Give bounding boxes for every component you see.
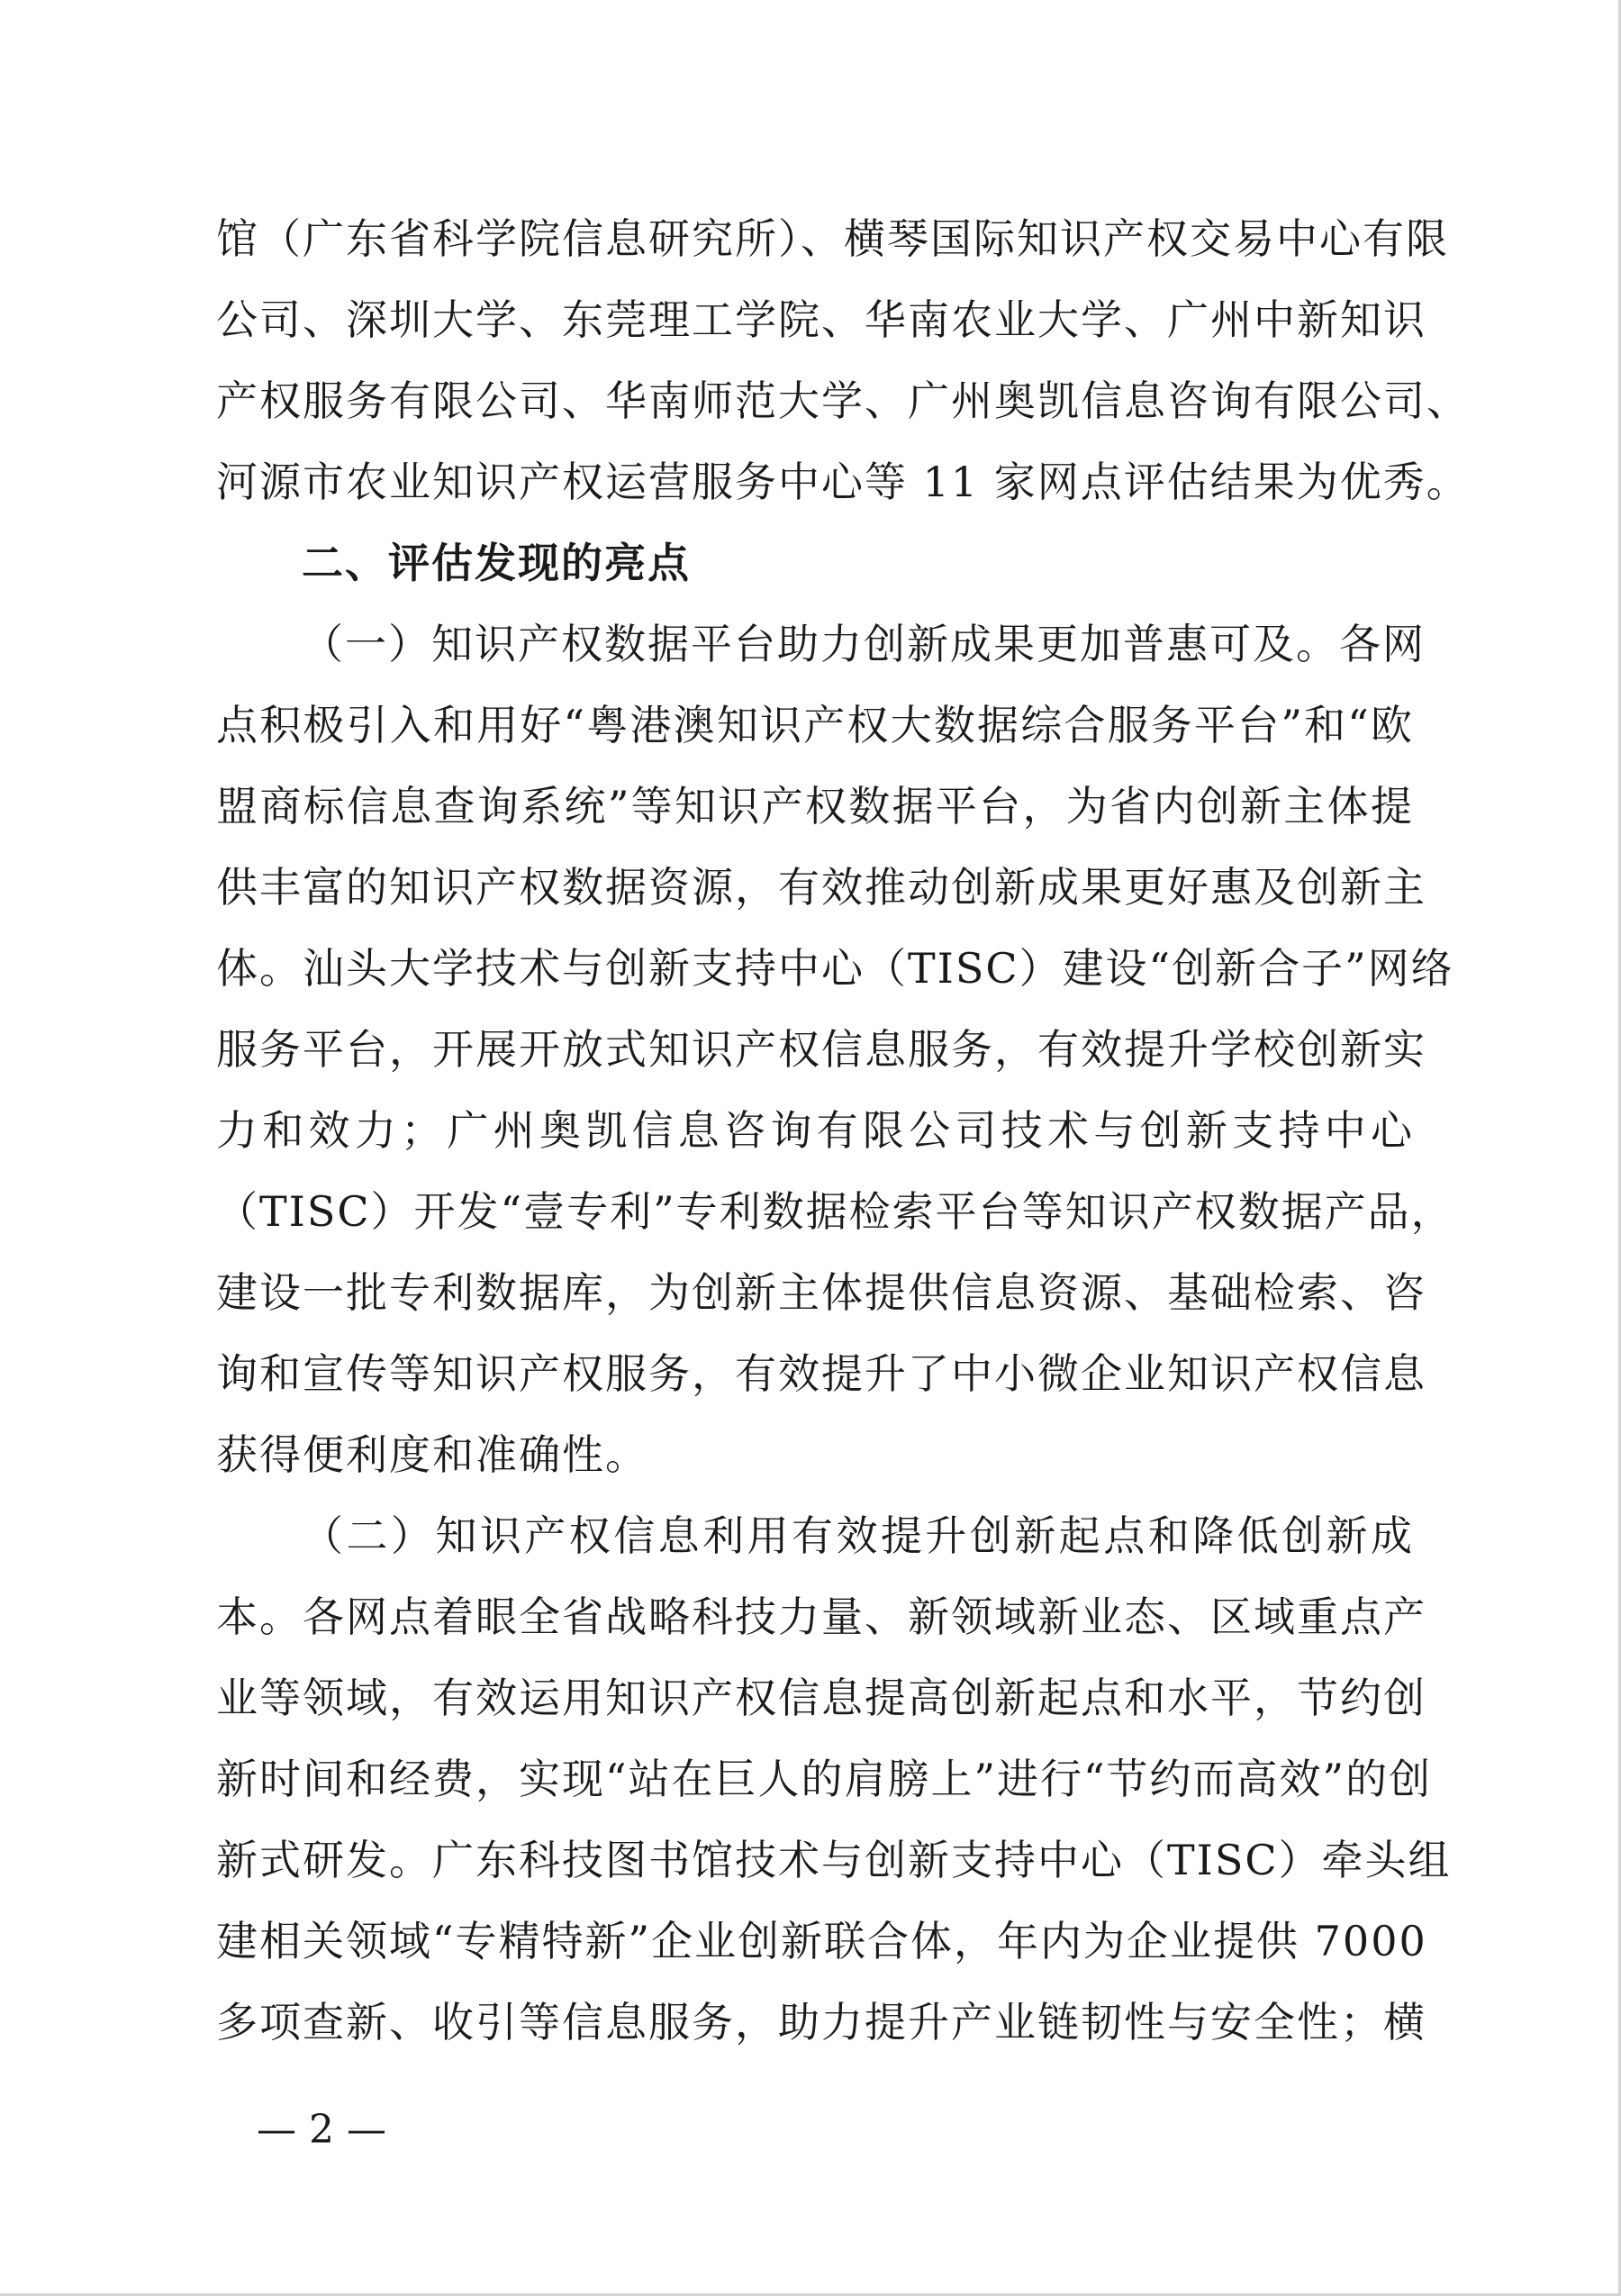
paragraph-line: 询和宣传等知识产权服务，有效提升了中小微企业知识产权信息 — [216, 1349, 1426, 1398]
page-number: — 2 — — [257, 2107, 386, 2153]
paragraph-line: 新式研发。广东科技图书馆技术与创新支持中心（TISC）牵头组 — [216, 1836, 1452, 1884]
paragraph-line: （二）知识产权信息利用有效提升创新起点和降低创新成 — [302, 1511, 1414, 1560]
section-heading: 二、评估发现的亮点 — [302, 539, 691, 587]
paragraph-line: 本。各网点着眼全省战略科技力量、新领域新业态、区域重点产 — [216, 1593, 1426, 1641]
paragraph-line: 供丰富的知识产权数据资源，有效推动创新成果更好惠及创新主 — [216, 863, 1426, 912]
paragraph-line: 建相关领域“专精特新”企业创新联合体，年内为企业提供 7000 — [216, 1917, 1427, 1965]
paragraph-line: 体。汕头大学技术与创新支持中心（TISC）建设“创新合子”网络 — [216, 944, 1454, 993]
text-line: 河源市农业知识产权运营服务中心等 11 家网点评估结果为优秀。 — [216, 458, 1470, 506]
paragraph-line: 力和效力；广州奥凯信息咨询有限公司技术与创新支持中心 — [216, 1106, 1414, 1155]
paragraph-line: 建设一批专利数据库，为创新主体提供信息资源、基础检索、咨 — [216, 1268, 1426, 1317]
paragraph-line: 服务平台，开展开放式知识产权信息服务，有效提升学校创新实 — [216, 1025, 1426, 1074]
paragraph-line: 获得便利度和准确性。 — [216, 1430, 648, 1479]
paragraph-line: 盟商标信息查询系统”等知识产权数据平台，为省内创新主体提 — [216, 782, 1414, 830]
paragraph-line: （TISC）开发“壹专利”专利数据检索平台等知识产权数据产品， — [216, 1187, 1454, 1236]
paragraph-line: 多项查新、收引等信息服务，助力提升产业链韧性与安全性；横 — [216, 1998, 1426, 2046]
paragraph-line: （一）知识产权数据平台助力创新成果更加普惠可及。各网 — [302, 620, 1426, 668]
text-line: 产权服务有限公司、华南师范大学、广州奥凯信息咨询有限公司、 — [216, 377, 1470, 425]
text-line: 馆（广东省科学院信息研究所）、横琴国际知识产权交易中心有限 — [216, 214, 1449, 263]
text-line: 公司、深圳大学、东莞理工学院、华南农业大学、广州中新知识 — [216, 295, 1426, 344]
paragraph-line: 业等领域，有效运用知识产权信息提高创新起点和水平，节约创 — [216, 1674, 1426, 1722]
paragraph-line: 点积极引入和用好“粤港澳知识产权大数据综合服务平台”和“欧 — [216, 701, 1414, 749]
paragraph-line: 新时间和经费，实现“站在巨人的肩膀上”进行“节约而高效”的创 — [216, 1755, 1433, 1803]
